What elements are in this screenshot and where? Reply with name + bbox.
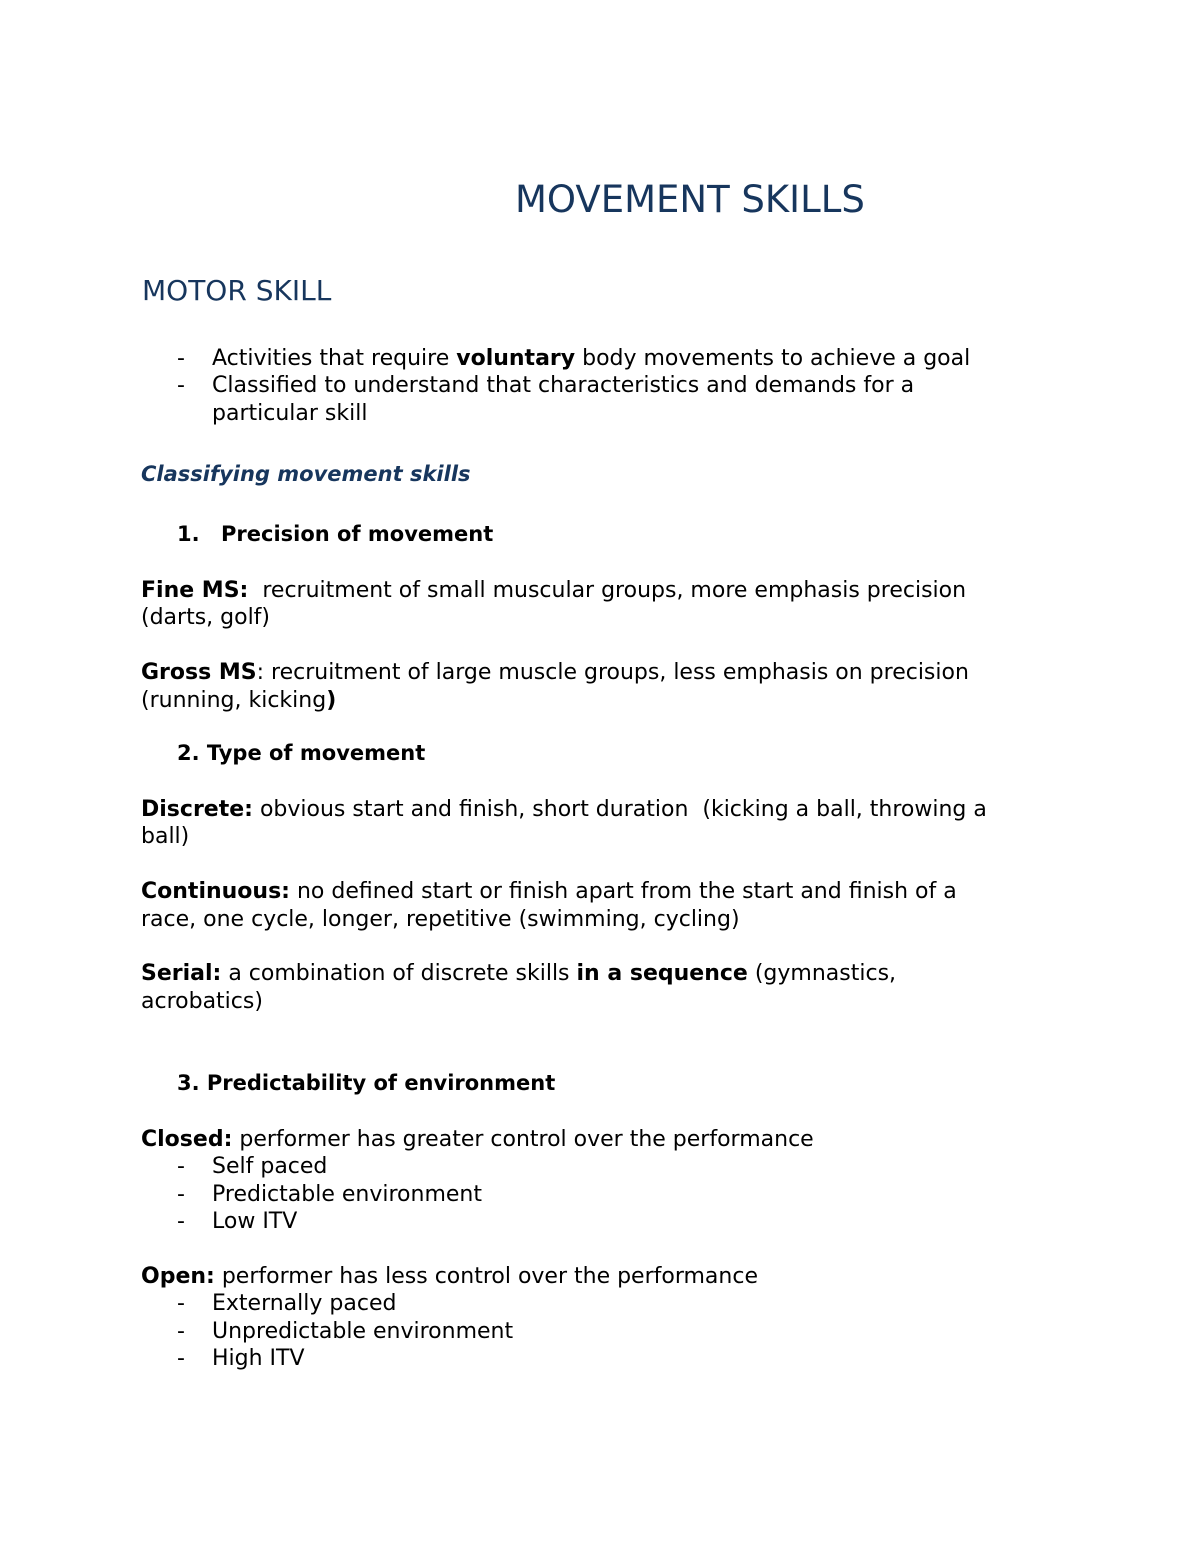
motor-skill-bullet-2-cont: particular skill [212,401,368,426]
motor-skill-heading: MOTOR SKILL [142,274,332,307]
serial-bold-text: in a sequence [576,961,748,986]
closed-term: Closed: [141,1127,233,1152]
motor-skill-bullet-2: Classified to understand that characteristics and demands for a [212,373,915,398]
fine-ms-line-2: (darts, golf) [141,605,271,630]
closed-item: Predictable environment [212,1182,482,1207]
serial-line-2: acrobatics) [141,989,263,1014]
closed-line [141,1126,814,1154]
open-item: Externally paced [212,1291,397,1316]
bullet-dash: - [177,1209,185,1234]
gross-ms-term: Gross MS [141,660,257,685]
gross-ms-bold-paren: ) [326,688,337,713]
bullet-dash: - [177,1319,185,1344]
gross-ms-text: (running, kicking [141,688,327,713]
serial-text: (gymnastics, [747,961,897,986]
fine-ms-line [141,577,966,605]
discrete-line [141,796,987,824]
open-term: Open: [141,1264,215,1289]
continuous-term: Continuous: [141,879,290,904]
bullet-dash: - [177,373,185,398]
open-item: High ITV [212,1346,305,1371]
type-heading: 2. Type of movement [177,741,426,765]
serial-text: a combination of discrete skills [221,961,577,986]
closed-item: Self paced [212,1154,328,1179]
serial-line [141,960,896,988]
bullet-dash: - [177,1154,185,1179]
discrete-line-2: ball) [141,824,190,849]
continuous-line-2: race, one cycle, longer, repetitive (swimming, cycling) [141,907,740,932]
open-line [141,1263,758,1291]
predictability-heading: 3. Predictability of environment [177,1071,556,1095]
closed-item: Low ITV [212,1209,298,1234]
fine-ms-term: Fine MS: [141,578,249,603]
bullet-text: Activities that require [212,346,457,371]
bullet-dash: - [177,1346,185,1371]
gross-ms-line-2 [141,687,336,715]
bullet-dash: - [177,1182,185,1207]
bullet-bold-text: voluntary [456,346,576,371]
precision-number: 1. [177,522,200,546]
gross-ms-line [141,659,969,687]
continuous-text: no defined start or finish apart from the start and finish of a [289,879,957,904]
open-text: performer has less control over the performance [214,1264,758,1289]
bullet-dash: - [177,1291,185,1316]
discrete-text: obvious start and finish, short duration (kicking a ball, throwing a [252,797,987,822]
page-title: MOVEMENT SKILLS [515,178,865,221]
classifying-heading: Classifying movement skills [141,462,471,486]
motor-skill-bullet-1 [212,345,970,373]
bullet-text: body movements to achieve a goal [575,346,971,371]
bullet-dash: - [177,346,185,371]
closed-text: performer has greater control over the performance [232,1127,814,1152]
serial-term: Serial: [141,961,222,986]
gross-ms-text: : recruitment of large muscle groups, less emphasis on precision [256,660,969,685]
fine-ms-text: recruitment of small muscular groups, more emphasis precision [248,578,967,603]
precision-heading: Precision of movement [221,522,494,546]
discrete-term: Discrete: [141,797,253,822]
open-item: Unpredictable environment [212,1319,514,1344]
continuous-line [141,878,957,906]
